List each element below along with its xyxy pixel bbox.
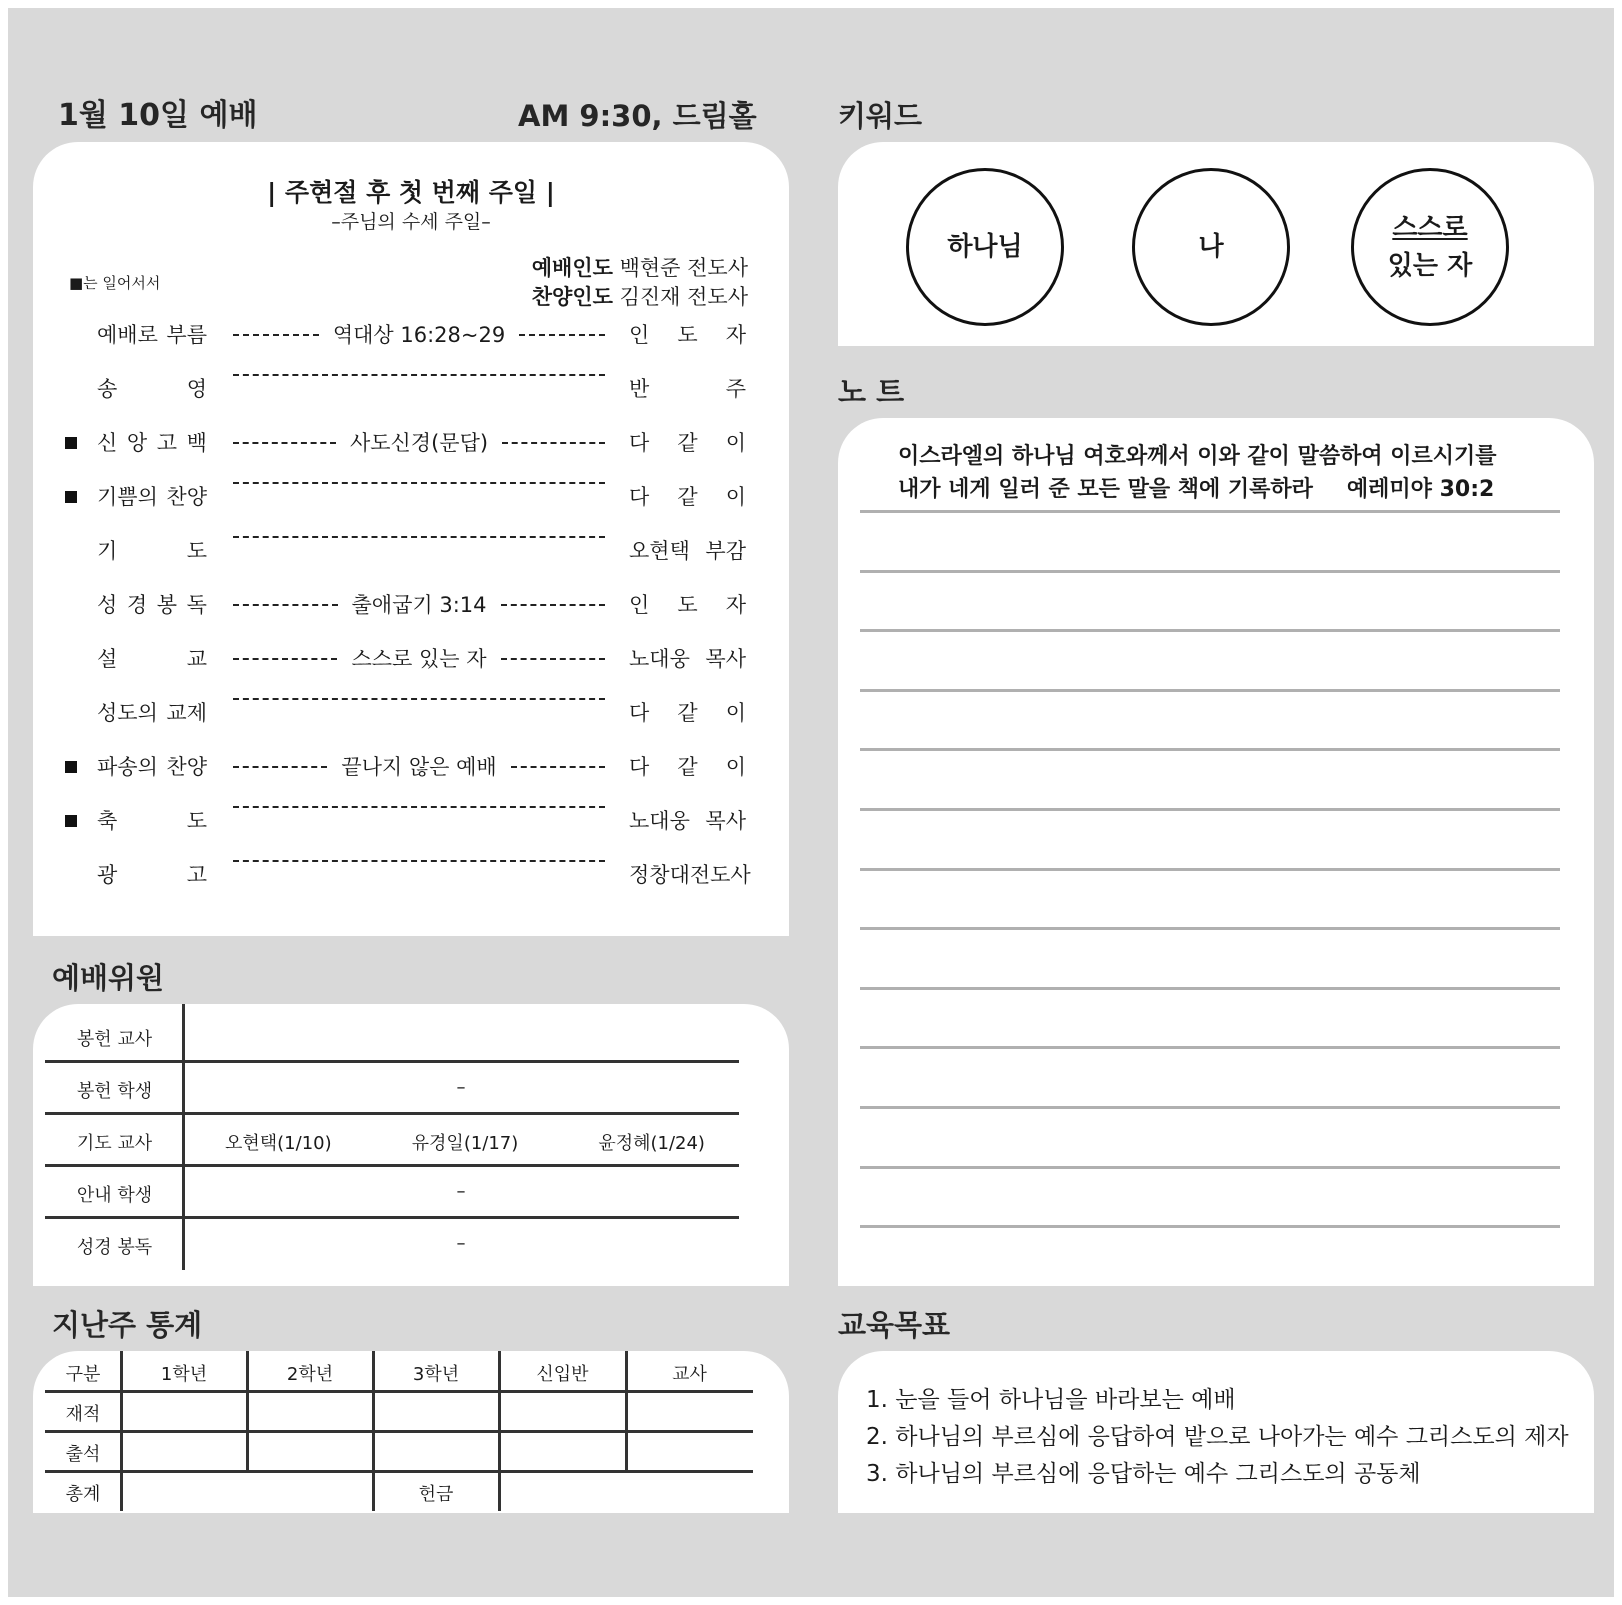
stats-column-header: 2학년 bbox=[286, 1364, 334, 1385]
service-item-name-part: 축 bbox=[97, 809, 118, 833]
stats-column-header: 3학년 bbox=[412, 1364, 460, 1385]
table-divider bbox=[45, 1112, 739, 1115]
service-item-person bbox=[629, 860, 751, 890]
committee-member: 윤정혜(1/24) bbox=[598, 1133, 705, 1154]
dash-leader bbox=[501, 658, 605, 660]
stand-marker-icon bbox=[65, 437, 77, 449]
service-item-person-part: 이 bbox=[725, 701, 746, 725]
service-item-person-part: 부감 bbox=[705, 539, 746, 563]
service-item-name-part: 도 bbox=[186, 539, 207, 563]
note-line[interactable] bbox=[860, 1046, 1560, 1049]
service-item-name bbox=[97, 806, 207, 836]
service-item-person-part: 이 bbox=[725, 755, 746, 779]
education-goal: 2. 하나님의 부르심에 응답하여 밭으로 나아가는 예수 그리스도의 제자 bbox=[866, 1424, 1569, 1450]
dash-leader bbox=[233, 536, 605, 538]
notes-heading: 노 트 bbox=[838, 375, 905, 409]
keyword-text: 있는 자 bbox=[1387, 251, 1473, 281]
note-line[interactable] bbox=[860, 1106, 1560, 1109]
service-item bbox=[33, 752, 789, 782]
stats-offering-label: 헌금 bbox=[418, 1484, 454, 1505]
service-item-text: 출애굽기 3:14 bbox=[351, 593, 487, 617]
service-item-person-part: 인 bbox=[629, 593, 650, 617]
service-item-name-part: 성도의 bbox=[97, 701, 158, 725]
service-item-person-part: 인 bbox=[629, 323, 650, 347]
service-item-name-part: 찬양 bbox=[166, 755, 207, 779]
service-item bbox=[33, 482, 789, 512]
service-item-name-part: 송 bbox=[97, 377, 118, 401]
dash-leader bbox=[233, 604, 338, 606]
table-divider bbox=[45, 1470, 753, 1473]
praise-leader-label: 찬양인도 bbox=[531, 285, 613, 309]
service-item-detail bbox=[233, 752, 605, 782]
dash-leader bbox=[501, 604, 606, 606]
service-item-name-part: 도 bbox=[186, 809, 207, 833]
table-divider bbox=[120, 1351, 123, 1511]
service-item-detail bbox=[233, 482, 605, 484]
service-item-name-part: 찬양 bbox=[166, 485, 207, 509]
note-line[interactable] bbox=[860, 927, 1560, 930]
stats-total-label: 총계 bbox=[65, 1484, 101, 1505]
stats-column-header: 1학년 bbox=[160, 1364, 208, 1385]
table-divider bbox=[246, 1351, 249, 1471]
worship-leader-label: 예배인도 bbox=[531, 256, 613, 280]
service-item-person bbox=[629, 374, 746, 404]
service-item-person bbox=[629, 644, 746, 674]
note-line[interactable] bbox=[860, 748, 1560, 751]
service-item-detail bbox=[233, 644, 605, 674]
committee-panel bbox=[33, 1004, 789, 1286]
service-item bbox=[33, 536, 789, 566]
service-item-person bbox=[629, 320, 746, 350]
service-item-person-part: 자 bbox=[725, 323, 746, 347]
service-item-name-part: 파송의 bbox=[97, 755, 158, 779]
dash-leader bbox=[502, 442, 605, 444]
service-item-name-part: 예배로 bbox=[97, 323, 158, 347]
service-item-person-part: 오현택 bbox=[629, 539, 690, 563]
service-item-detail bbox=[233, 320, 605, 350]
service-item-text: 스스로 있는 자 bbox=[351, 647, 487, 671]
note-line[interactable] bbox=[860, 1166, 1560, 1169]
service-item bbox=[33, 698, 789, 728]
time-place: AM 9:30, 드림홀 bbox=[518, 99, 757, 133]
keywords-panel bbox=[838, 142, 1594, 346]
service-item-name-part: 신 bbox=[97, 431, 118, 455]
service-item-name-part: 광 bbox=[97, 863, 118, 887]
service-item-detail bbox=[233, 806, 605, 808]
service-item-person-part: 노대웅 bbox=[629, 809, 690, 833]
service-item-name-part: 독 bbox=[186, 593, 207, 617]
service-title: | 주현절 후 첫 번째 주일 | bbox=[267, 178, 555, 207]
service-item-text: 역대상 16:28~29 bbox=[332, 323, 506, 347]
table-divider bbox=[498, 1351, 501, 1511]
note-line[interactable] bbox=[860, 987, 1560, 990]
dash-leader bbox=[519, 334, 605, 336]
service-item-person bbox=[629, 752, 746, 782]
service-item bbox=[33, 860, 789, 890]
committee-role: 봉헌 교사 bbox=[76, 1029, 153, 1050]
service-item-detail bbox=[233, 536, 605, 538]
dash-leader bbox=[233, 482, 605, 484]
stats-row-label: 출석 bbox=[65, 1444, 101, 1465]
service-subtitle: –주님의 수세 주일– bbox=[331, 211, 491, 233]
table-divider bbox=[372, 1351, 375, 1511]
stats-row-label: 재적 bbox=[65, 1404, 101, 1425]
service-item-detail bbox=[233, 428, 605, 458]
service-item bbox=[33, 374, 789, 404]
service-item bbox=[33, 320, 789, 350]
table-divider bbox=[45, 1060, 739, 1063]
service-item-name-part: 고 bbox=[156, 431, 178, 455]
dash-leader bbox=[233, 806, 605, 808]
service-item-person-part: 이 bbox=[725, 485, 746, 509]
stand-marker-icon bbox=[65, 491, 77, 503]
keyword-text: 하나님 bbox=[947, 232, 1023, 262]
service-item-person-part: 도 bbox=[677, 323, 698, 347]
service-item-name-part: 경 bbox=[126, 593, 148, 617]
dash-leader bbox=[233, 374, 605, 376]
notes-panel bbox=[838, 418, 1594, 1286]
keyword-text: 스스로 bbox=[1392, 213, 1468, 243]
service-item bbox=[33, 590, 789, 620]
service-item-person bbox=[629, 806, 746, 836]
stats-column-header: 신입반 bbox=[536, 1364, 589, 1385]
committee-member: 오현택(1/10) bbox=[225, 1133, 332, 1154]
education-goal: 3. 하나님의 부르심에 응답하는 예수 그리스도의 공동체 bbox=[866, 1461, 1421, 1487]
service-item-person bbox=[629, 482, 746, 512]
service-item-person-part: 자 bbox=[725, 593, 746, 617]
service-item-detail bbox=[233, 374, 605, 376]
note-line[interactable] bbox=[860, 808, 1560, 811]
note-line[interactable] bbox=[860, 510, 1560, 513]
service-item-person-part: 같 bbox=[677, 485, 698, 509]
service-item-name bbox=[97, 860, 207, 890]
table-divider bbox=[625, 1351, 628, 1471]
note-line[interactable] bbox=[860, 868, 1560, 871]
service-item-text: 사도신경(문답) bbox=[349, 431, 489, 455]
committee-member: – bbox=[456, 1077, 466, 1098]
service-item-person bbox=[629, 698, 746, 728]
service-item-person-part: 이 bbox=[725, 431, 746, 455]
stats-column-header: 교사 bbox=[672, 1364, 707, 1385]
table-divider bbox=[45, 1390, 753, 1393]
service-item-name-part: 고 bbox=[186, 863, 207, 887]
service-item-person-part: 다 bbox=[629, 485, 650, 509]
goals-heading: 교육목표 bbox=[838, 1308, 951, 1342]
service-item-person-part: 다 bbox=[629, 755, 650, 779]
committee-role: 안내 학생 bbox=[76, 1185, 153, 1206]
table-divider bbox=[45, 1430, 753, 1433]
service-item-person-part: 같 bbox=[677, 701, 698, 725]
service-item-person-part: 다 bbox=[629, 701, 650, 725]
service-item-name-part: 부름 bbox=[166, 323, 207, 347]
leaders bbox=[532, 254, 748, 312]
note-line[interactable] bbox=[860, 689, 1560, 692]
committee-member: – bbox=[456, 1181, 466, 1202]
service-item-person bbox=[629, 536, 746, 566]
committee-heading: 예배위원 bbox=[52, 961, 165, 995]
service-item-name bbox=[97, 752, 207, 782]
service-item-name bbox=[97, 428, 207, 458]
service-item-name-part: 기 bbox=[97, 539, 118, 563]
keyword-circle bbox=[1132, 168, 1290, 326]
service-item-person-part: 목사 bbox=[705, 647, 746, 671]
service-item-name bbox=[97, 320, 207, 350]
service-item-name-part: 교 bbox=[186, 647, 207, 671]
stats-column-header: 구분 bbox=[65, 1364, 101, 1385]
service-item-name-part: 기쁨의 bbox=[97, 485, 158, 509]
service-item-name bbox=[97, 536, 207, 566]
praise-leader: 김진재 전도사 bbox=[619, 285, 748, 309]
note-line[interactable] bbox=[860, 629, 1560, 632]
verse-line-1: 이스라엘의 하나님 여호와께서 이와 같이 말씀하여 이르시기를 bbox=[898, 444, 1497, 469]
bulletin-sheet bbox=[8, 8, 1614, 1597]
committee-member: – bbox=[456, 1233, 466, 1254]
committee-member: 유경일(1/17) bbox=[411, 1133, 519, 1154]
keyword-text: 나 bbox=[1198, 232, 1224, 262]
service-item-person-part: 반 bbox=[629, 377, 650, 401]
verse-reference: 예레미야 30:2 bbox=[1346, 477, 1495, 502]
dash-leader bbox=[233, 658, 337, 660]
service-item-name bbox=[97, 644, 207, 674]
service-item-person-part: 다 bbox=[629, 431, 650, 455]
dash-leader bbox=[233, 766, 327, 768]
service-item-person-part: 정창대 bbox=[629, 863, 690, 887]
dash-leader bbox=[233, 698, 605, 700]
service-item-person-part: 주 bbox=[725, 377, 746, 401]
keyword-circle bbox=[906, 168, 1064, 326]
stand-marker-icon bbox=[65, 761, 77, 773]
service-item-detail bbox=[233, 860, 605, 862]
keywords-heading: 키워드 bbox=[838, 99, 923, 133]
service-item-detail bbox=[233, 590, 605, 620]
service-item-person-part: 같 bbox=[677, 431, 698, 455]
service-item-name-part: 성 bbox=[97, 593, 118, 617]
service-item-person-part: 도 bbox=[677, 593, 698, 617]
service-item-name bbox=[97, 590, 207, 620]
service-item-name-part: 앙 bbox=[126, 431, 148, 455]
verse-line-2: 내가 네게 일러 준 모든 말을 책에 기록하라 bbox=[898, 477, 1313, 502]
dash-leader bbox=[233, 860, 605, 862]
service-item-name-part: 백 bbox=[186, 431, 207, 455]
note-line[interactable] bbox=[860, 570, 1560, 573]
stats-panel bbox=[33, 1351, 789, 1513]
service-item-name-part: 교제 bbox=[166, 701, 207, 725]
service-item-name bbox=[97, 698, 207, 728]
worship-leader: 백현준 전도사 bbox=[619, 256, 748, 280]
service-item-name bbox=[97, 374, 207, 404]
service-item bbox=[33, 428, 789, 458]
service-item-name-part: 봉 bbox=[156, 593, 178, 617]
service-item-person bbox=[629, 428, 746, 458]
service-item-person-part: 노대웅 bbox=[629, 647, 690, 671]
service-item-name-part: 설 bbox=[97, 647, 118, 671]
table-divider bbox=[45, 1216, 739, 1219]
date-title: 1월 10일 예배 bbox=[58, 98, 258, 133]
stand-note: ■는 일어서서 bbox=[69, 274, 161, 292]
service-item-text: 끝나지 않은 예배 bbox=[341, 755, 497, 779]
service-item-person bbox=[629, 590, 746, 620]
service-item-person-part: 목사 bbox=[705, 809, 746, 833]
service-item bbox=[33, 644, 789, 674]
committee-role: 기도 교사 bbox=[76, 1133, 153, 1154]
stand-marker-icon bbox=[65, 815, 77, 827]
service-item-person-part: 전도사 bbox=[689, 863, 751, 887]
committee-role: 봉헌 학생 bbox=[76, 1081, 153, 1102]
service-item-name bbox=[97, 482, 207, 512]
service-item bbox=[33, 806, 789, 836]
table-divider bbox=[45, 1164, 739, 1167]
dash-leader bbox=[233, 442, 336, 444]
dash-leader bbox=[233, 334, 319, 336]
keyword-circle bbox=[1351, 168, 1509, 326]
order-of-service-panel bbox=[33, 142, 789, 936]
education-goal: 1. 눈을 들어 하나님을 바라보는 예배 bbox=[866, 1387, 1236, 1413]
service-item-name-part: 영 bbox=[186, 377, 207, 401]
note-line[interactable] bbox=[860, 1225, 1560, 1228]
service-item-person-part: 같 bbox=[677, 755, 698, 779]
committee-role: 성경 봉독 bbox=[76, 1237, 153, 1258]
goals-panel bbox=[838, 1351, 1594, 1513]
service-item-detail bbox=[233, 698, 605, 700]
stats-heading: 지난주 통계 bbox=[52, 1308, 203, 1342]
dash-leader bbox=[511, 766, 605, 768]
